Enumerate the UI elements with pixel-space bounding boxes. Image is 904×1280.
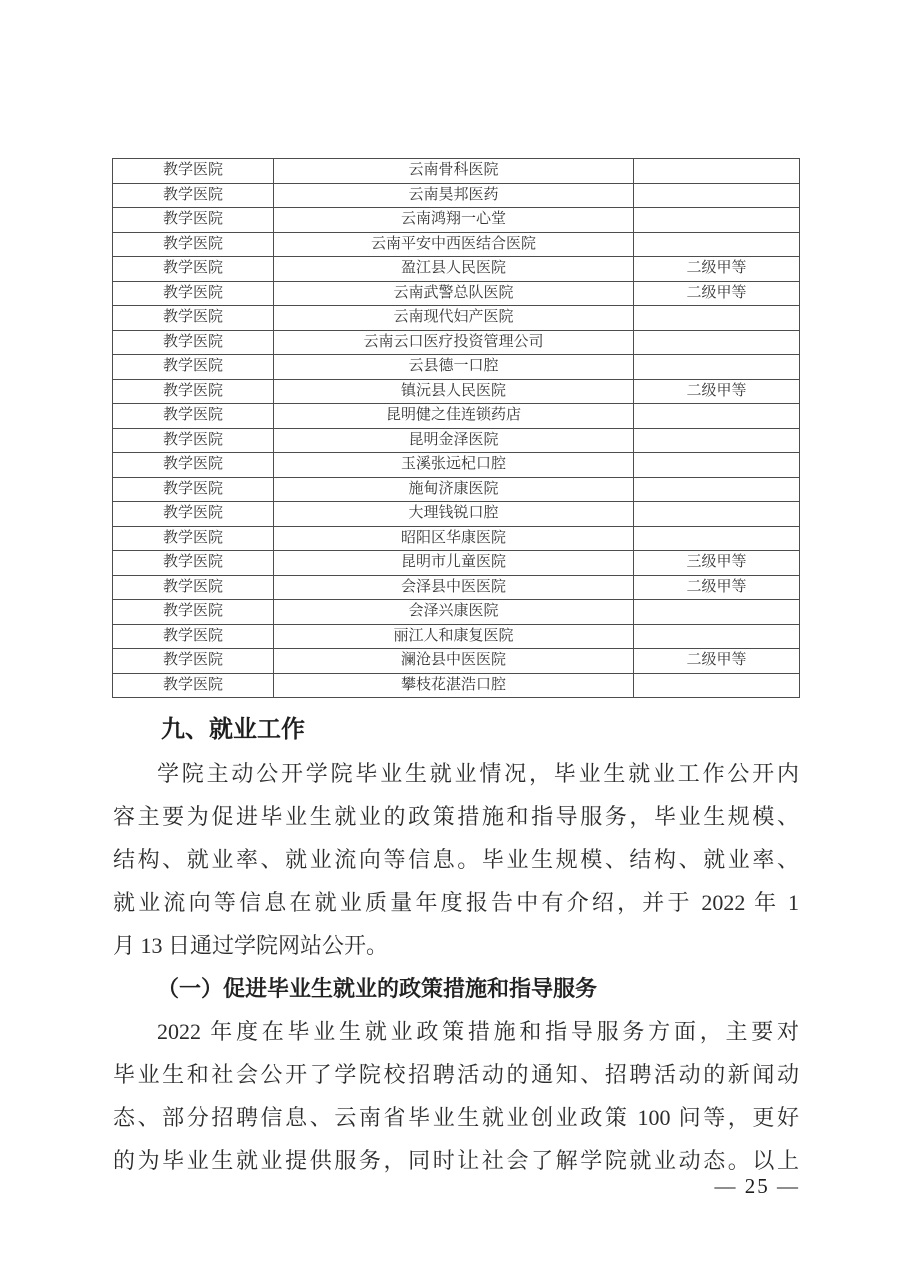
cell-grade: 三级甲等: [634, 551, 800, 576]
cell-grade: [634, 526, 800, 551]
cell-grade: [634, 477, 800, 502]
cell-grade: [634, 428, 800, 453]
table-row: [113, 257, 800, 282]
text-line: 的为毕业生就业提供服务，同时让社会了解学院就业动态。以上: [113, 1148, 799, 1173]
cell-institution-type: 教学医院: [113, 232, 274, 257]
cell-institution-type: 教学医院: [113, 208, 274, 233]
cell-grade: [634, 183, 800, 208]
cell-institution-type: 教学医院: [113, 575, 274, 600]
cell-hospital-name: 云南平安中西医结合医院: [274, 232, 634, 257]
cell-hospital-name: 云南昊邦医药: [274, 183, 634, 208]
cell-grade: [634, 355, 800, 380]
cell-hospital-name: 云县德一口腔: [274, 355, 634, 380]
table-row: [113, 281, 800, 306]
cell-grade: [634, 208, 800, 233]
table-row: [113, 477, 800, 502]
cell-institution-type: 教学医院: [113, 477, 274, 502]
table-row: [113, 306, 800, 331]
cell-institution-type: 教学医院: [113, 306, 274, 331]
cell-grade: 二级甲等: [634, 379, 800, 404]
cell-institution-type: 教学医院: [113, 183, 274, 208]
teaching-hospital-table: [112, 158, 800, 698]
table-row: [113, 551, 800, 576]
cell-hospital-name: 昭阳区华康医院: [274, 526, 634, 551]
cell-hospital-name: 会泽兴康医院: [274, 600, 634, 625]
cell-institution-type: 教学医院: [113, 673, 274, 698]
paragraph-employment-overview: [113, 752, 799, 967]
table-row: [113, 208, 800, 233]
text-line: 容主要为促进毕业生就业的政策措施和指导服务，毕业生规模、: [113, 804, 799, 829]
cell-grade: [634, 453, 800, 478]
teaching-hospital-table-body: [113, 159, 800, 698]
cell-grade: [634, 159, 800, 184]
cell-institution-type: 教学医院: [113, 526, 274, 551]
cell-hospital-name: 会泽县中医医院: [274, 575, 634, 600]
table-row: [113, 379, 800, 404]
cell-grade: 二级甲等: [634, 575, 800, 600]
table-row: [113, 502, 800, 527]
cell-hospital-name: 云南鸿翔一心堂: [274, 208, 634, 233]
section-heading: 九、就业工作: [161, 716, 305, 743]
cell-grade: [634, 330, 800, 355]
cell-hospital-name: 云南云口医疗投资管理公司: [274, 330, 634, 355]
cell-grade: [634, 600, 800, 625]
text-line: 2022 年度在毕业生就业政策措施和指导服务方面，主要对: [157, 1019, 799, 1044]
cell-hospital-name: 云南现代妇产医院: [274, 306, 634, 331]
cell-institution-type: 教学医院: [113, 453, 274, 478]
cell-hospital-name: 玉溪张远杞口腔: [274, 453, 634, 478]
cell-hospital-name: 丽江人和康复医院: [274, 624, 634, 649]
cell-institution-type: 教学医院: [113, 404, 274, 429]
table-row: [113, 355, 800, 380]
table-row: [113, 526, 800, 551]
cell-hospital-name: 云南骨科医院: [274, 159, 634, 184]
table-row: [113, 330, 800, 355]
cell-hospital-name: 盈江县人民医院: [274, 257, 634, 282]
text-line: 结构、就业率、就业流向等信息。毕业生规模、结构、就业率、: [113, 847, 799, 872]
cell-hospital-name: 施甸济康医院: [274, 477, 634, 502]
cell-grade: 二级甲等: [634, 649, 800, 674]
table-row: [113, 232, 800, 257]
cell-hospital-name: 昆明市儿童医院: [274, 551, 634, 576]
text-line: 月 13 日通过学院网站公开。: [113, 933, 389, 958]
cell-institution-type: 教学医院: [113, 649, 274, 674]
cell-institution-type: 教学医院: [113, 281, 274, 306]
table-row: [113, 600, 800, 625]
table-row: [113, 159, 800, 184]
cell-institution-type: 教学医院: [113, 379, 274, 404]
table-row: [113, 183, 800, 208]
table-row: [113, 649, 800, 674]
cell-grade: [634, 232, 800, 257]
cell-hospital-name: 云南武警总队医院: [274, 281, 634, 306]
cell-institution-type: 教学医院: [113, 257, 274, 282]
text-line: 态、部分招聘信息、云南省毕业生就业创业政策 100 问等，更好: [113, 1105, 799, 1130]
cell-grade: 二级甲等: [634, 281, 800, 306]
table-row: [113, 624, 800, 649]
cell-institution-type: 教学医院: [113, 330, 274, 355]
cell-hospital-name: 镇沅县人民医院: [274, 379, 634, 404]
text-line: 学院主动公开学院毕业生就业情况，毕业生就业工作公开内: [157, 761, 799, 786]
cell-hospital-name: 昆明健之佳连锁药店: [274, 404, 634, 429]
cell-institution-type: 教学医院: [113, 551, 274, 576]
page-number: — 25 —: [714, 1174, 800, 1198]
cell-hospital-name: 大理钱锐口腔: [274, 502, 634, 527]
cell-institution-type: 教学医院: [113, 428, 274, 453]
cell-institution-type: 教学医院: [113, 502, 274, 527]
cell-grade: [634, 502, 800, 527]
cell-grade: [634, 673, 800, 698]
cell-grade: [634, 404, 800, 429]
table-row: [113, 673, 800, 698]
text-line: 毕业生和社会公开了学院校招聘活动的通知、招聘活动的新闻动: [113, 1062, 799, 1087]
cell-hospital-name: 攀枝花湛浩口腔: [274, 673, 634, 698]
cell-institution-type: 教学医院: [113, 159, 274, 184]
cell-grade: 二级甲等: [634, 257, 800, 282]
paragraph-policy-measures: [113, 1010, 799, 1182]
subsection-heading: （一）促进毕业生就业的政策措施和指导服务: [157, 976, 598, 1001]
table-row: [113, 404, 800, 429]
table-row: [113, 428, 800, 453]
cell-institution-type: 教学医院: [113, 624, 274, 649]
text-line: 就业流向等信息在就业质量年度报告中有介绍，并于 2022 年 1: [113, 890, 799, 915]
table-row: [113, 453, 800, 478]
cell-hospital-name: 澜沧县中医医院: [274, 649, 634, 674]
cell-grade: [634, 306, 800, 331]
table-row: [113, 575, 800, 600]
cell-hospital-name: 昆明金泽医院: [274, 428, 634, 453]
text-block: [113, 708, 799, 1182]
cell-grade: [634, 624, 800, 649]
cell-institution-type: 教学医院: [113, 355, 274, 380]
cell-institution-type: 教学医院: [113, 600, 274, 625]
